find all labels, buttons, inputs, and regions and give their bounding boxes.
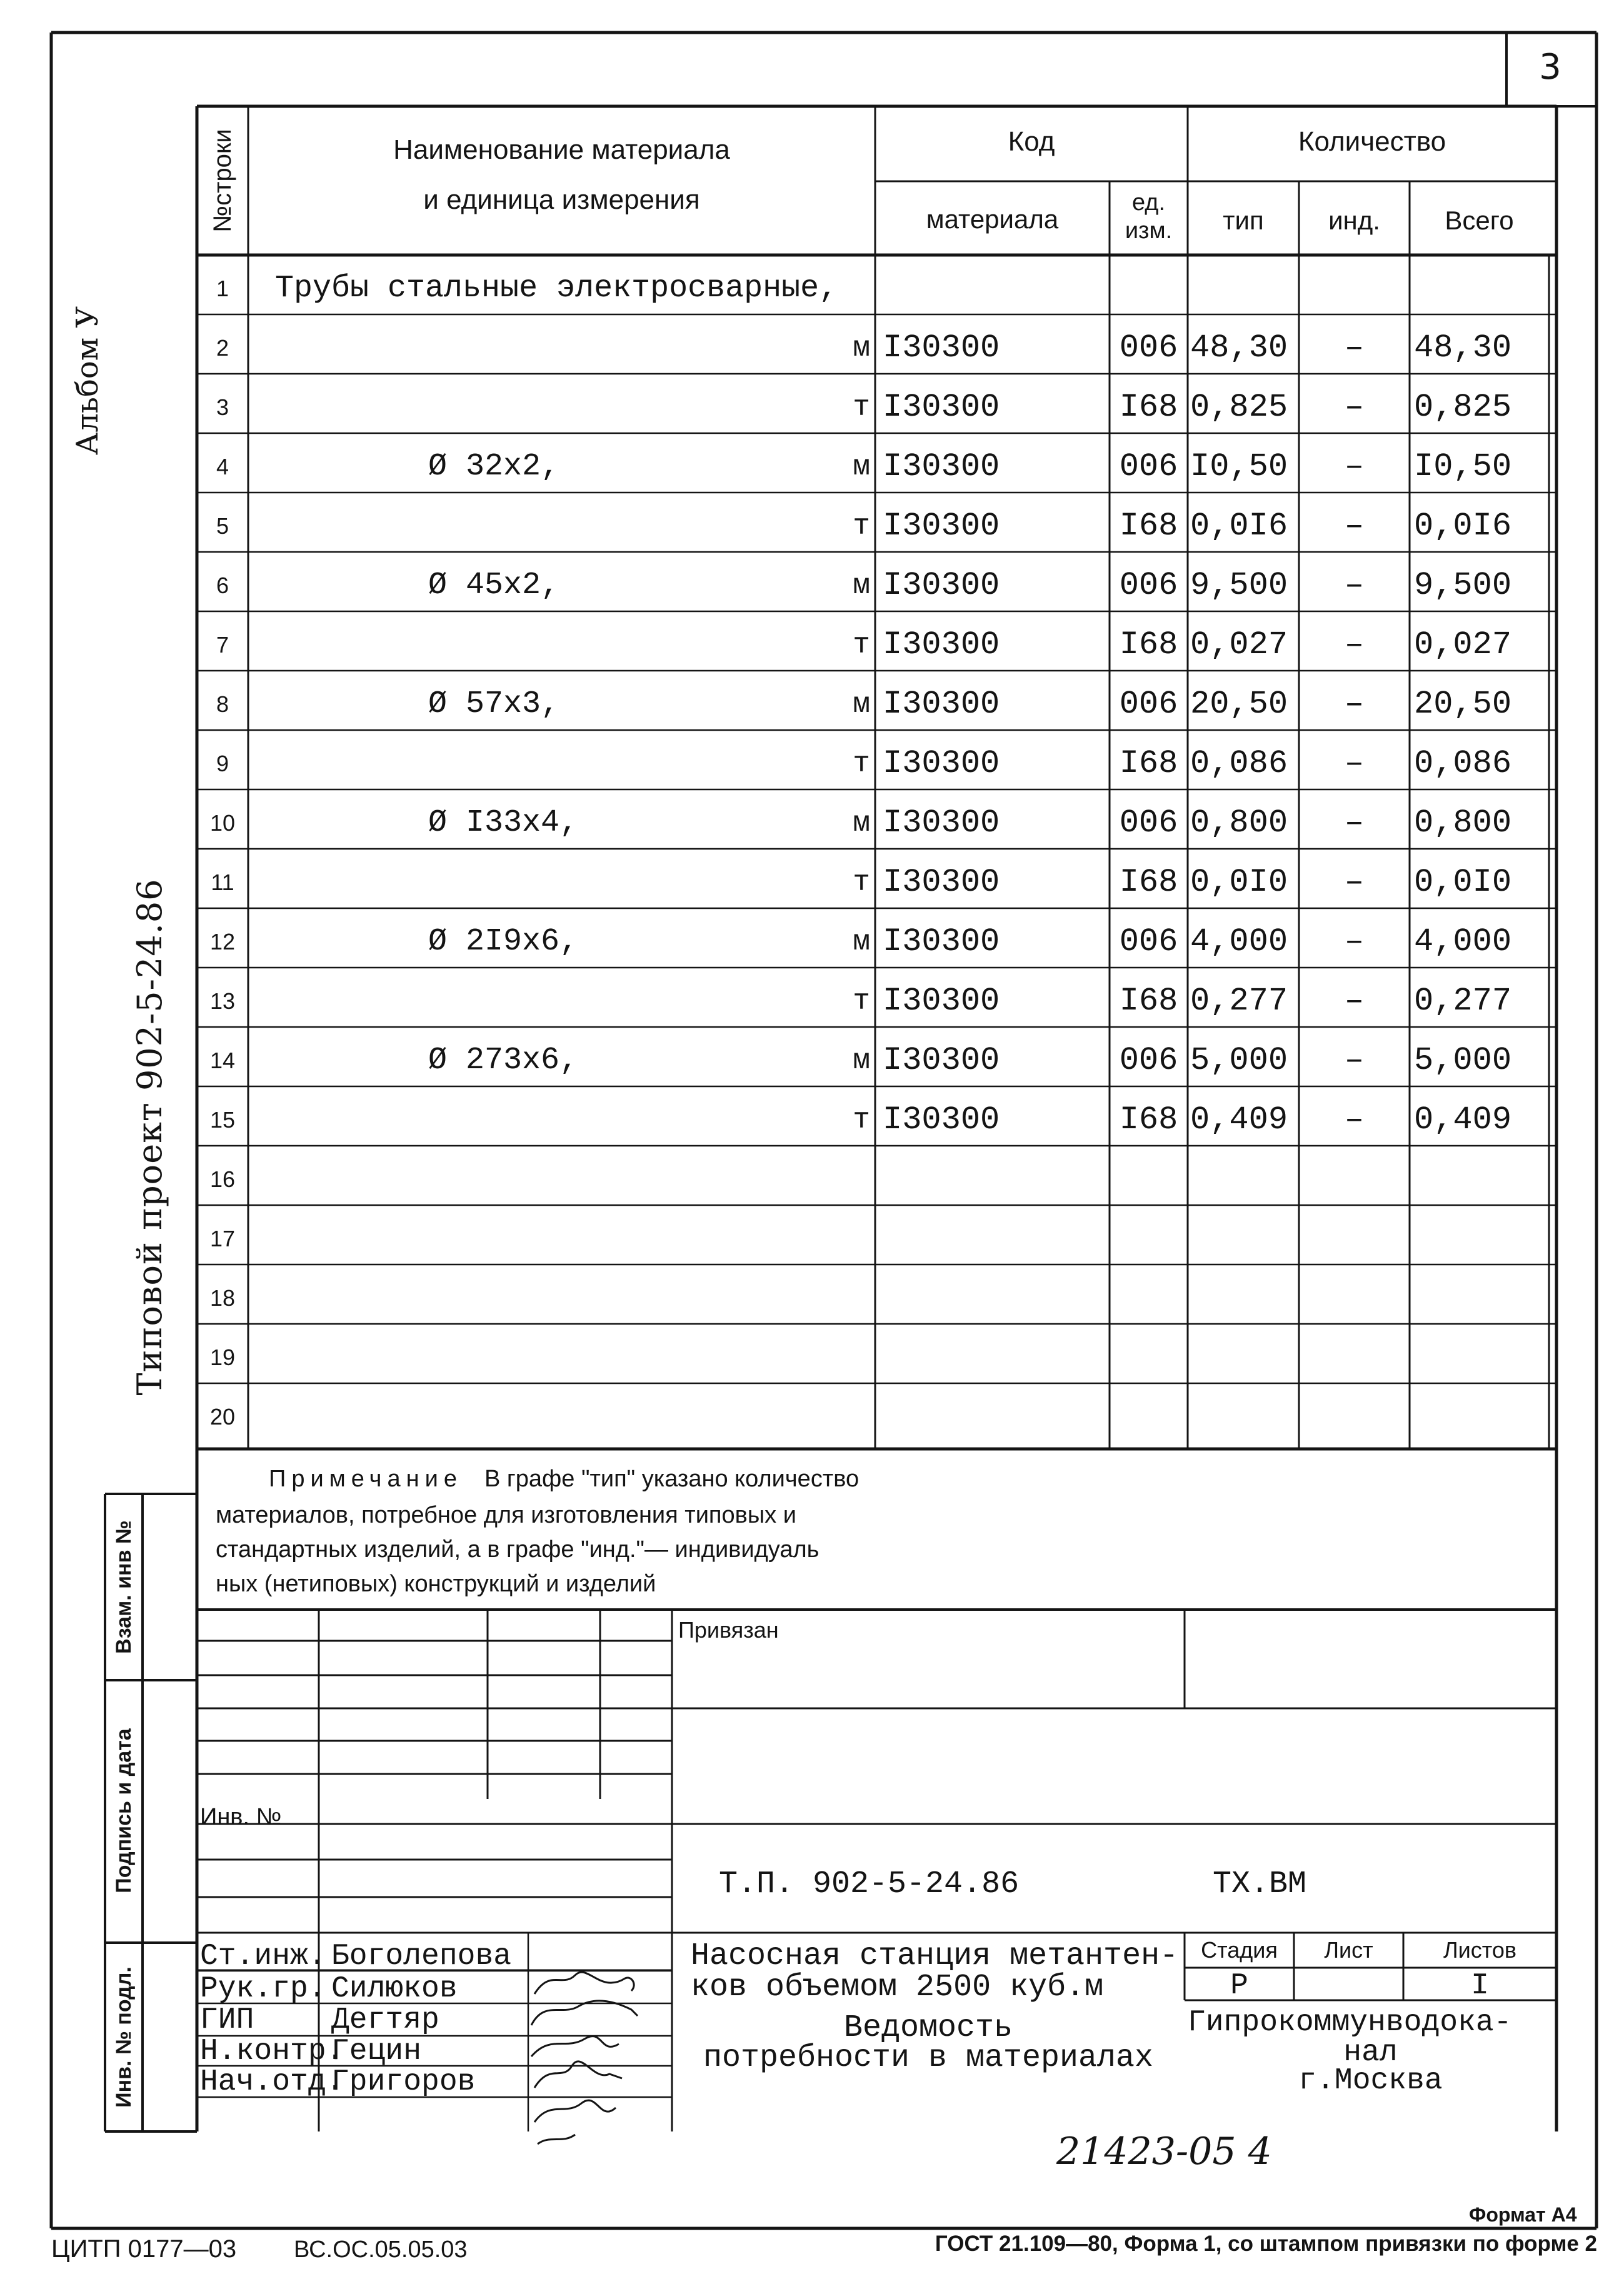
row-quantity-total: 0,825 [1414, 388, 1512, 426]
row-quantity-ind: – [1344, 329, 1365, 366]
signature-4 [534, 2061, 622, 2088]
row-quantity-ind: – [1344, 982, 1365, 1019]
row-unit: м [853, 331, 870, 364]
row-quantity-type: 4,000 [1190, 923, 1288, 960]
side-label-inv-podl: Инв. № подл. [112, 1966, 136, 2108]
row-material-code: I30300 [883, 626, 1000, 663]
staff-name: Гецин [331, 2035, 422, 2068]
row-material-code: I30300 [883, 982, 1000, 1019]
row-number: 15 [209, 1106, 236, 1133]
row-unit-code: I68 [1119, 982, 1178, 1019]
row-quantity-type: 0,027 [1190, 626, 1288, 663]
row-unit-code: I68 [1119, 863, 1178, 901]
row-material-name: Ø I33x4, [428, 804, 579, 841]
header-quantity: Количество [1298, 126, 1446, 157]
row-unit-code: 006 [1119, 1041, 1178, 1079]
row-quantity-total: 0,086 [1414, 744, 1512, 782]
note-line4: ных (нетиповых) конструкций и изделий [216, 1571, 656, 1597]
side-label-podpis-data: Подпись и дата [112, 1728, 136, 1893]
row-number: 14 [209, 1047, 236, 1073]
row-number: 10 [209, 809, 236, 836]
staff-role: ГИП [200, 2003, 254, 2037]
row-material-name: Ø 273x6, [428, 1042, 579, 1078]
row-quantity-type: 0,277 [1190, 982, 1288, 1019]
staff-name: Григоров [331, 2065, 476, 2099]
row-quantity-type: 0,409 [1190, 1101, 1288, 1138]
row-quantity-total: 48,30 [1414, 329, 1512, 366]
stamp-object-line1: Насосная станция метантен- [691, 1938, 1179, 1974]
format-label: Формат А4 [1469, 2203, 1577, 2226]
header-row-number: №строки [209, 129, 236, 233]
row-quantity-ind: – [1344, 1041, 1365, 1079]
signature-3 [531, 2036, 619, 2056]
row-quantity-ind: – [1344, 1101, 1365, 1138]
row-unit-code: 006 [1119, 329, 1178, 366]
signature-5 [534, 2100, 616, 2144]
row-material-code: I30300 [883, 685, 1000, 723]
row-unit: т [853, 747, 870, 780]
note-title: Примечание [269, 1466, 463, 1492]
row-number: 6 [216, 572, 229, 598]
row-unit-code: 006 [1119, 448, 1178, 485]
stamp-object-line2: ков объемом 2500 куб.м [691, 1970, 1104, 2005]
footer-middle: ВС.ОС.05.05.03 [294, 2236, 468, 2263]
stamp-doc-title-line2: потребности в материалах [703, 2040, 1154, 2076]
row-number: 19 [209, 1344, 236, 1370]
row-number: 11 [211, 869, 234, 895]
stamp-sheet-label: Лист [1324, 1937, 1373, 1963]
row-unit: м [853, 450, 870, 483]
row-quantity-ind: – [1344, 566, 1365, 604]
staff-role: Н.контр. [200, 2035, 344, 2068]
stamp-sheets-value: I [1471, 1969, 1489, 2003]
row-number: 7 [216, 631, 229, 658]
row-unit: м [853, 806, 870, 839]
row-number: 3 [216, 394, 229, 420]
row-quantity-total: 5,000 [1414, 1041, 1512, 1079]
side-label-album: Альбом У [70, 306, 105, 456]
header-code-material: материала [926, 204, 1059, 234]
row-material-code: I30300 [883, 507, 1000, 544]
row-material-code: I30300 [883, 1101, 1000, 1138]
row-material-code: I30300 [883, 804, 1000, 841]
stamp-stage-label: Стадия [1201, 1937, 1278, 1963]
row-material-code: I30300 [883, 923, 1000, 960]
row-quantity-ind: – [1344, 744, 1365, 782]
header-code: Код [1008, 126, 1055, 157]
row-number: 5 [216, 513, 229, 539]
row-quantity-total: 0,409 [1414, 1101, 1512, 1138]
row-unit-code: I68 [1119, 388, 1178, 426]
row-material-code: I30300 [883, 448, 1000, 485]
row-number: 9 [216, 750, 229, 776]
row-unit-code: I68 [1119, 744, 1178, 782]
row-quantity-ind: – [1344, 685, 1365, 723]
row-unit: т [853, 509, 870, 543]
row-number: 20 [209, 1403, 236, 1430]
row-quantity-type: 0,825 [1190, 388, 1288, 426]
row-quantity-type: I0,50 [1190, 448, 1288, 485]
stamp-org-line2: нал [1343, 2036, 1398, 2070]
row-quantity-ind: – [1344, 388, 1365, 426]
row-number: 17 [209, 1225, 236, 1251]
page-number: 3 [1539, 47, 1561, 88]
row-material-code: I30300 [883, 566, 1000, 604]
note-line3: стандартных изделий, а в графе "инд."— индивидуаль [216, 1536, 820, 1563]
row-unit: т [853, 1103, 870, 1136]
row-quantity-type: 48,30 [1190, 329, 1288, 366]
staff-name: Боголепова [331, 1940, 512, 1973]
row-unit-code: I68 [1119, 507, 1178, 544]
stamp-sheets-label: Листов [1443, 1937, 1516, 1963]
row-quantity-ind: – [1344, 923, 1365, 960]
row-unit: м [853, 688, 870, 721]
row-number: 1 [216, 275, 229, 301]
staff-role: Ст.инж. [200, 1940, 326, 1973]
row-quantity-type: 0,086 [1190, 744, 1288, 782]
header-quantity-total: Всего [1445, 206, 1514, 235]
row-number: 12 [209, 928, 236, 954]
row-number: 16 [209, 1166, 236, 1192]
note-line1: В графе "тип" указано количество [484, 1466, 860, 1492]
row-material-name: Ø 45x2, [428, 567, 560, 603]
row-material-code: I30300 [883, 863, 1000, 901]
staff-name: Силюков [331, 1972, 458, 2006]
row-material-name: Ø 57x3, [428, 686, 560, 722]
row-unit: т [853, 628, 870, 661]
side-label-vzam-inv: Взам. инв № [112, 1520, 136, 1654]
row-quantity-total: 0,0I0 [1414, 863, 1512, 901]
row-number: 18 [209, 1285, 236, 1311]
row-number: 4 [216, 453, 229, 479]
stamp-inv-no: Инв. № [200, 1804, 282, 1830]
row-quantity-ind: – [1344, 863, 1365, 901]
row-number: 8 [216, 691, 229, 717]
row-quantity-total: 4,000 [1414, 923, 1512, 960]
row-unit-code: 006 [1119, 804, 1178, 841]
row-quantity-total: 0,0I6 [1414, 507, 1512, 544]
row-unit-code: 006 [1119, 566, 1178, 604]
archive-number: 21423-05 4 [1056, 2130, 1272, 2173]
row-quantity-ind: – [1344, 804, 1365, 841]
row-unit: т [853, 984, 870, 1018]
row-quantity-total: 0,027 [1414, 626, 1512, 663]
row-quantity-total: I0,50 [1414, 448, 1512, 485]
row-material-name: Трубы стальные электросварные, [275, 270, 838, 306]
row-quantity-type: 0,800 [1190, 804, 1288, 841]
footer-right: ГОСТ 21.109—80, Форма 1, со штампом привязки по форме 2 [935, 2231, 1597, 2256]
side-label-project: Типовой проект 902-5-24.86 [130, 878, 169, 1396]
stamp-code: ТХ.ВМ [1213, 1866, 1307, 1902]
stamp-stage-value: Р [1230, 1969, 1248, 2003]
header-code-unit-line1: ед. [1131, 189, 1166, 216]
header-name-line2: и единица измерения [423, 184, 700, 215]
staff-role: Нач.отд. [200, 2065, 344, 2099]
row-quantity-ind: – [1344, 448, 1365, 485]
row-quantity-total: 0,277 [1414, 982, 1512, 1019]
note-line2: материалов, потребное для изготовления типовых и [216, 1502, 796, 1528]
row-number: 2 [216, 334, 229, 361]
staff-role: Рук.гр. [200, 1972, 326, 2006]
row-material-name: Ø 32x2, [428, 448, 560, 484]
row-number: 13 [209, 988, 236, 1014]
row-unit-code: I68 [1119, 1101, 1178, 1138]
signature-1 [534, 1972, 634, 1994]
header-name-line1: Наименование материала [393, 134, 730, 165]
row-quantity-total: 0,800 [1414, 804, 1512, 841]
stamp-doc-title-line1: Ведомость [843, 2010, 1013, 2046]
row-unit-code: 006 [1119, 685, 1178, 723]
stamp-designation: Т.П. 902-5-24.86 [719, 1866, 1020, 1902]
row-unit: м [853, 925, 870, 958]
row-quantity-type: 0,0I6 [1190, 507, 1288, 544]
row-material-code: I30300 [883, 1041, 1000, 1079]
stamp-privyazan: Привязан [678, 1617, 779, 1643]
staff-name: Дегтяр [331, 2003, 439, 2037]
row-quantity-type: 20,50 [1190, 685, 1288, 723]
row-unit: т [853, 391, 870, 424]
footer-left: ЦИТП 0177—03 [51, 2235, 237, 2263]
header-quantity-type: тип [1223, 206, 1264, 235]
row-quantity-ind: – [1344, 507, 1365, 544]
row-unit-code: I68 [1119, 626, 1178, 663]
stamp-org-line1: Гипрокоммунводока- [1188, 2006, 1512, 2040]
row-material-code: I30300 [883, 388, 1000, 426]
row-quantity-total: 20,50 [1414, 685, 1512, 723]
row-material-code: I30300 [883, 329, 1000, 366]
header-code-unit-line2: изм. [1125, 218, 1173, 244]
signature-2 [531, 2001, 638, 2025]
row-material-name: Ø 2I9x6, [428, 923, 579, 959]
row-quantity-total: 9,500 [1414, 566, 1512, 604]
stamp-org-line3: г.Москва [1298, 2064, 1443, 2098]
row-quantity-ind: – [1344, 626, 1365, 663]
row-quantity-type: 5,000 [1190, 1041, 1288, 1079]
header-quantity-ind: инд. [1328, 206, 1380, 235]
row-unit: т [853, 866, 870, 899]
row-quantity-type: 0,0I0 [1190, 863, 1288, 901]
row-unit: м [853, 1044, 870, 1077]
row-unit-code: 006 [1119, 923, 1178, 960]
row-quantity-type: 9,500 [1190, 566, 1288, 604]
row-material-code: I30300 [883, 744, 1000, 782]
row-unit: м [853, 569, 870, 602]
